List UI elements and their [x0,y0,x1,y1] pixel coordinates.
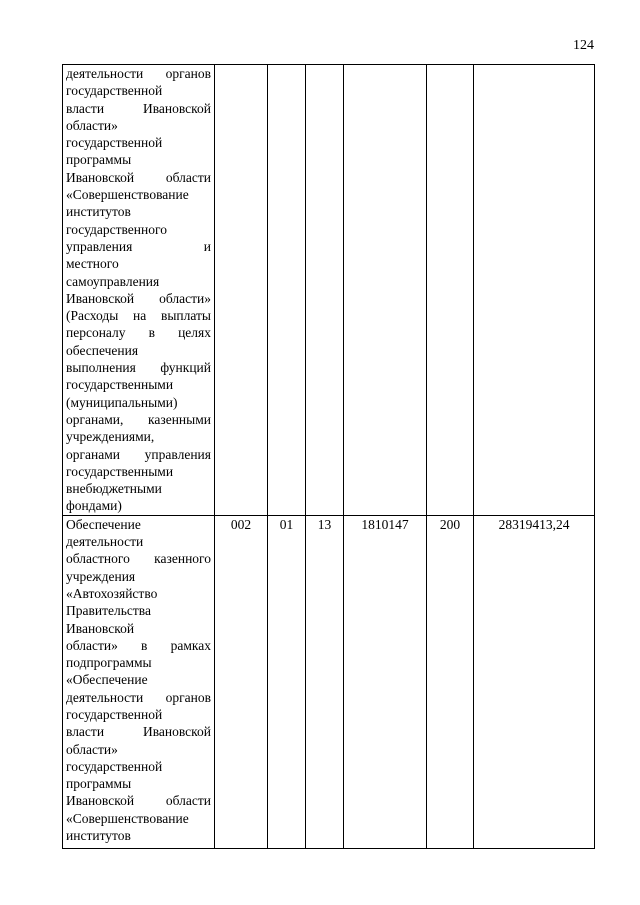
description-line: Обеспечение [66,516,141,532]
description-line: «Автохозяйство [66,585,158,601]
description-line: подпрограммы [66,655,152,671]
description-line: области» [66,741,118,757]
description-line: «Обеспечение [66,672,148,688]
description-line: государственной [66,706,163,722]
description-line: Ивановской области [66,793,211,809]
description-line: самоуправления [66,273,160,289]
description-line: управления и [66,238,211,254]
section-code-cell [268,65,306,516]
table-row [63,65,595,516]
budget-table [62,64,595,849]
description-line: государственной [66,83,163,99]
expense-type-cell [427,65,474,516]
row-description [63,515,215,848]
expense-type-cell: 200 [427,515,474,848]
description-line: органами управления [66,446,211,462]
description-line: персоналу в целях [66,325,211,341]
description-line: органами, казенными [66,411,211,427]
amount-cell: 28319413,24 [474,515,595,848]
description-line: Правительства [66,603,151,619]
description-line: «Совершенствование [66,187,189,203]
description-line: государственными [66,377,174,393]
description-line: программы [66,152,132,168]
subsection-code-cell [306,65,344,516]
description-line: власти Ивановской [66,724,211,740]
description-line: государственного [66,221,167,237]
page-number: 124 [573,38,594,53]
description-line: учреждениями, [66,429,155,445]
description-line: обеспечения [66,342,139,358]
description-line: области» в рамках [66,637,211,653]
description-line: областного казенного [66,551,211,567]
description-line: учреждения [66,568,136,584]
description-line: Ивановской области» [66,290,211,306]
table-row [63,515,595,848]
description-line: деятельности органов [66,66,211,81]
description-line: государственной [66,758,163,774]
description-line: внебюджетными [66,481,162,497]
description-line: деятельности органов [66,689,211,705]
section-code-cell: 01 [268,515,306,848]
description-line: выполнения функций [66,360,211,376]
description-line: местного [66,256,119,272]
target-article-cell: 1810147 [344,515,427,848]
target-article-cell [344,65,427,516]
description-line: институтов [66,828,131,844]
ministry-code-cell [215,65,268,516]
description-line: области» [66,117,118,133]
description-line: Ивановской области [66,169,211,185]
description-line: деятельности [66,534,144,550]
description-line: Ивановской [66,620,135,636]
amount-cell [474,65,595,516]
description-line: власти Ивановской [66,100,211,116]
description-line: государственной [66,135,163,151]
row-description [63,65,215,516]
description-line: государственными [66,463,174,479]
subsection-code-cell: 13 [306,515,344,848]
ministry-code-cell: 002 [215,515,268,848]
description-line: фондами) [66,498,122,514]
description-line: программы [66,776,132,792]
description-line: (Расходы на выплаты [66,308,211,324]
description-line: «Совершенствование [66,810,189,826]
description-line: (муниципальными) [66,394,178,410]
description-line: институтов [66,204,131,220]
